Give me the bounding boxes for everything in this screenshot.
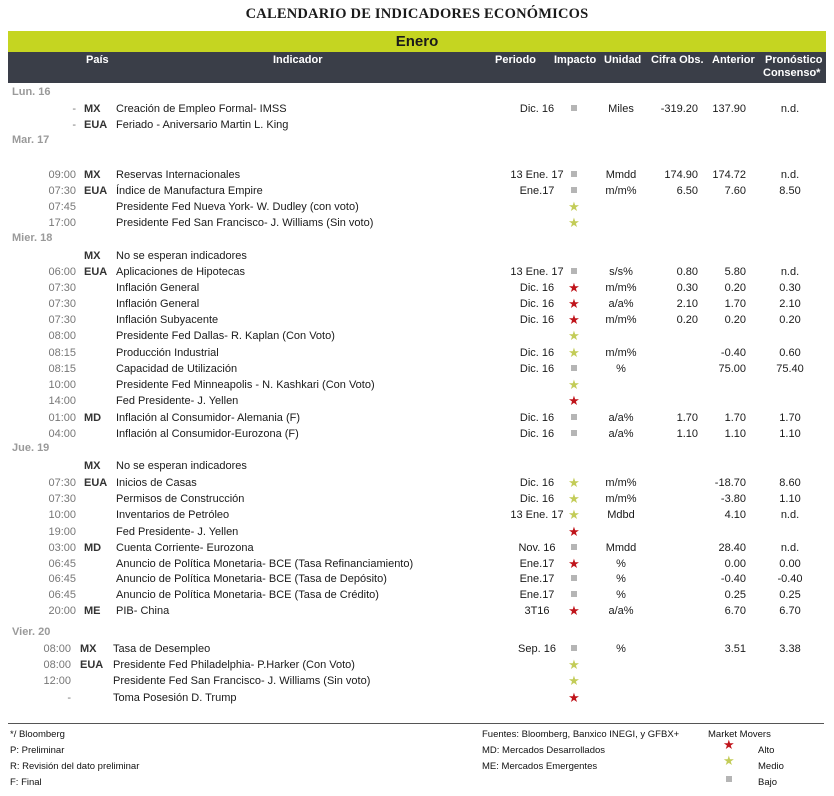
row-forecast: n.d.	[780, 542, 800, 554]
row-forecast: n.d.	[780, 509, 800, 521]
row-country: MX	[80, 643, 97, 655]
row-time: 06:45	[48, 558, 76, 570]
row-forecast: 8.60	[779, 477, 801, 489]
footnote-md: MD: Mercados Desarrollados	[482, 745, 606, 756]
row-time: 01:00	[48, 412, 76, 424]
row-period: Sep. 16	[518, 643, 556, 655]
row-forecast: 6.70	[779, 605, 801, 617]
legend-bajo: Bajo	[758, 777, 778, 788]
row-period: Ene.17	[519, 573, 555, 585]
table-row	[8, 657, 826, 673]
row-country: MX	[84, 250, 101, 262]
row-forecast: 1.10	[779, 428, 801, 440]
row-time: -	[67, 692, 71, 704]
row-forecast: 0.20	[779, 314, 801, 326]
row-previous: -18.70	[714, 477, 746, 489]
row-time: 07:30	[48, 477, 76, 489]
row-previous: 0.20	[724, 314, 746, 326]
row-indicator: Presidente Fed San Francisco- J. Williams (Sin voto)	[113, 675, 371, 687]
table-row	[8, 328, 826, 344]
gray-square-icon	[563, 571, 585, 587]
yellow-star-icon: ★	[568, 657, 580, 672]
row-indicator: Presidente Fed Philadelphia- P.Harker (Con Voto)	[113, 659, 355, 671]
yellow-star-icon: ★	[568, 345, 580, 360]
row-unit: m/m%	[605, 282, 637, 294]
row-period: 3T16	[524, 605, 550, 617]
table-row	[8, 377, 826, 393]
table-row	[8, 491, 826, 507]
yellow-star-icon: ★	[568, 673, 580, 688]
row-time: 06:00	[48, 266, 76, 278]
table-row	[8, 507, 826, 523]
yellow-star-icon: ★	[568, 475, 580, 490]
row-indicator: Inflación Subyacente	[116, 314, 219, 326]
row-observed: 0.80	[676, 266, 698, 278]
row-indicator: Aplicaciones de Hipotecas	[116, 266, 246, 278]
footnote-revision: R: Revisión del dato preliminar	[10, 761, 140, 772]
row-unit: m/m%	[605, 314, 637, 326]
row-previous: 1.70	[724, 412, 746, 424]
row-indicator: Presidente Fed Nueva York- W. Dudley (con voto)	[116, 201, 359, 213]
col-periodo: Periodo	[495, 54, 536, 66]
red-star-icon: ★	[568, 524, 580, 539]
table-row	[8, 312, 826, 328]
row-indicator: Inicios de Casas	[116, 477, 197, 489]
row-previous: 137.90	[712, 103, 746, 115]
page-title: CALENDARIO DE INDICADORES ECONÓMICOS	[245, 6, 589, 22]
row-time: 10:00	[48, 379, 76, 391]
row-country: MD	[84, 542, 102, 554]
row-indicator: Inflación al Consumidor-Eurozona (F)	[116, 428, 299, 440]
row-unit: a/a%	[608, 605, 634, 617]
row-unit: a/a%	[608, 428, 634, 440]
table-row	[8, 524, 826, 540]
row-country: EUA	[84, 119, 108, 131]
row-time: 07:30	[48, 493, 76, 505]
row-previous: 0.25	[724, 589, 746, 601]
row-observed: 0.20	[676, 314, 698, 326]
row-previous: -3.80	[720, 493, 746, 505]
row-unit: m/m%	[605, 493, 637, 505]
row-unit: Mmdd	[605, 542, 637, 554]
table-row	[8, 571, 826, 587]
table-row	[8, 556, 826, 572]
row-forecast: 0.25	[779, 589, 801, 601]
row-indicator: Índice de Manufactura Empire	[116, 185, 263, 197]
row-country: EUA	[84, 266, 108, 278]
row-indicator: No se esperan indicadores	[116, 250, 247, 262]
gray-square-icon	[563, 101, 585, 117]
row-time: 17:00	[48, 217, 76, 229]
row-time: 08:00	[48, 330, 76, 342]
row-previous: 28.40	[718, 542, 746, 554]
row-indicator: Presidente Fed San Francisco- J. Williams (Sin voto)	[116, 217, 374, 229]
row-previous: 3.51	[724, 643, 746, 655]
row-period: 13 Ene. 17	[510, 509, 564, 521]
gray-square-icon	[563, 361, 585, 377]
footnote-bloomberg: */ Bloomberg	[10, 729, 65, 740]
row-time: -	[72, 103, 76, 115]
row-indicator: Permisos de Construcción	[116, 493, 245, 505]
row-period: 13 Ene. 17	[510, 169, 564, 181]
row-country: ME	[84, 605, 101, 617]
row-time: 19:00	[48, 526, 76, 538]
row-period: Dic. 16	[519, 282, 555, 294]
row-unit: m/m%	[605, 477, 637, 489]
gray-square-icon	[563, 264, 585, 280]
row-time: 06:45	[48, 589, 76, 601]
row-unit: %	[616, 643, 626, 655]
row-period: Dic. 16	[519, 103, 555, 115]
legend-title: Market Movers	[708, 729, 771, 740]
yellow-star-icon: ★	[568, 215, 580, 230]
row-previous: 0.20	[724, 282, 746, 294]
row-period: Ene.17	[519, 185, 555, 197]
row-previous: 7.60	[724, 185, 746, 197]
row-time: 08:15	[48, 347, 76, 359]
row-country: MX	[84, 169, 101, 181]
row-time: 10:00	[48, 509, 76, 521]
row-observed: 0.30	[676, 282, 698, 294]
day-label: Mar. 17	[12, 134, 50, 146]
table-row	[8, 199, 826, 215]
row-time: 07:30	[48, 314, 76, 326]
gray-square-icon	[563, 410, 585, 426]
table-row	[8, 167, 826, 183]
row-unit: %	[616, 558, 626, 570]
row-forecast: 0.30	[779, 282, 801, 294]
row-previous: 6.70	[724, 605, 746, 617]
row-unit: a/a%	[608, 412, 634, 424]
table-row	[8, 410, 826, 426]
row-forecast: n.d.	[780, 103, 800, 115]
row-period: Nov. 16	[518, 542, 556, 554]
row-period: Ene.17	[519, 558, 555, 570]
row-indicator: Toma Posesión D. Trump	[113, 692, 237, 704]
row-period: 13 Ene. 17	[510, 266, 564, 278]
row-observed: 1.70	[676, 412, 698, 424]
table-row	[8, 248, 826, 264]
row-period: Dic. 16	[519, 298, 555, 310]
col-impacto: Impacto	[554, 54, 597, 66]
row-time: 08:15	[48, 363, 76, 375]
row-time: 07:30	[48, 298, 76, 310]
yellow-star-icon: ★	[723, 753, 735, 768]
row-country: MX	[84, 103, 101, 115]
red-star-icon: ★	[568, 556, 580, 571]
row-previous: 4.10	[724, 509, 746, 521]
table-row	[8, 690, 826, 706]
gray-square-icon	[563, 167, 585, 183]
red-star-icon: ★	[568, 280, 580, 295]
row-indicator: Anuncio de Política Monetaria- BCE (Tasa de Crédito)	[116, 589, 379, 601]
table-row	[8, 215, 826, 231]
table-header	[8, 52, 826, 83]
row-previous: -0.40	[720, 347, 746, 359]
gray-square-icon	[563, 540, 585, 556]
row-period: Dic. 16	[519, 363, 555, 375]
row-period: Dic. 16	[519, 347, 555, 359]
table-row	[8, 280, 826, 296]
row-forecast: 3.38	[779, 643, 801, 655]
row-indicator: Inflación al Consumidor- Alemania (F)	[116, 412, 301, 424]
col-pais: País	[86, 54, 109, 66]
row-indicator: Capacidad de Utilización	[116, 363, 238, 375]
row-forecast: 1.10	[779, 493, 801, 505]
col-cifra-obs: Cifra Obs.	[651, 54, 704, 66]
row-forecast: 2.10	[779, 298, 801, 310]
row-time: -	[72, 119, 76, 131]
row-indicator: Fed Presidente- J. Yellen	[116, 395, 239, 407]
row-period: Dic. 16	[519, 428, 555, 440]
row-unit: Mmdd	[605, 169, 637, 181]
row-time: 14:00	[48, 395, 76, 407]
table-row	[8, 361, 826, 377]
footnote-final: F: Final	[10, 777, 42, 788]
row-forecast: 1.70	[779, 412, 801, 424]
row-indicator: Reservas Internacionales	[116, 169, 241, 181]
row-period: Dic. 16	[519, 314, 555, 326]
row-unit: Miles	[608, 103, 634, 115]
row-forecast: 0.00	[779, 558, 801, 570]
row-observed: 6.50	[676, 185, 698, 197]
row-indicator: Anuncio de Política Monetaria- BCE (Tasa de Depósito)	[116, 573, 387, 585]
row-previous: 0.00	[724, 558, 746, 570]
row-country: EUA	[80, 659, 104, 671]
row-indicator: Tasa de Desempleo	[113, 643, 211, 655]
legend-alto: Alto	[758, 745, 775, 756]
table-row	[8, 183, 826, 199]
day-label: Vier. 20	[12, 626, 51, 638]
row-forecast: n.d.	[780, 266, 800, 278]
col-consenso: Consenso*	[763, 67, 821, 79]
day-label: Jue. 19	[12, 442, 50, 454]
row-time: 08:00	[43, 643, 71, 655]
row-period: Dic. 16	[519, 477, 555, 489]
row-period: Dic. 16	[519, 412, 555, 424]
row-previous: 1.10	[724, 428, 746, 440]
row-country: EUA	[84, 477, 108, 489]
table-row	[8, 458, 826, 474]
row-forecast: n.d.	[780, 169, 800, 181]
row-time: 04:00	[48, 428, 76, 440]
yellow-star-icon: ★	[568, 199, 580, 214]
col-unidad: Unidad	[604, 54, 642, 66]
table-row	[8, 426, 826, 442]
footnote-fuentes: Fuentes: Bloomberg, Banxico INEGI, y GFBX+	[482, 729, 680, 740]
row-observed: 174.90	[664, 169, 698, 181]
footer-divider	[8, 723, 824, 724]
row-indicator: Creación de Empleo Formal- IMSS	[116, 103, 287, 115]
row-observed: 1.10	[676, 428, 698, 440]
col-pronostico: Pronóstico	[765, 54, 823, 66]
row-indicator: No se esperan indicadores	[116, 460, 247, 472]
gray-square-icon	[726, 774, 732, 786]
row-previous: 75.00	[718, 363, 746, 375]
gray-square-icon	[563, 183, 585, 199]
col-anterior: Anterior	[712, 54, 755, 66]
table-row	[8, 393, 826, 409]
row-indicator: Cuenta Corriente- Eurozona	[116, 542, 254, 554]
row-indicator: Fed Presidente- J. Yellen	[116, 526, 239, 538]
row-unit: %	[616, 573, 626, 585]
row-time: 07:30	[48, 282, 76, 294]
row-indicator: Inflación General	[116, 298, 200, 310]
row-forecast: 8.50	[779, 185, 801, 197]
row-period: Dic. 16	[519, 493, 555, 505]
row-observed: -319.20	[660, 103, 698, 115]
row-unit: a/a%	[608, 298, 634, 310]
table-row	[8, 641, 826, 657]
table-row	[8, 603, 826, 619]
table-row	[8, 475, 826, 491]
yellow-star-icon: ★	[568, 377, 580, 392]
row-indicator: PIB- China	[116, 605, 170, 617]
row-unit: Mdbd	[607, 509, 635, 521]
gray-square-icon	[563, 587, 585, 603]
row-previous: 5.80	[724, 266, 746, 278]
row-indicator: Feriado - Aniversario Martin L. King	[116, 119, 289, 131]
row-previous: 174.72	[712, 169, 746, 181]
table-row	[8, 673, 826, 689]
row-forecast: 0.60	[779, 347, 801, 359]
row-observed: 2.10	[676, 298, 698, 310]
row-time: 08:00	[43, 659, 71, 671]
legend-medio: Medio	[758, 761, 784, 772]
row-time: 09:00	[48, 169, 76, 181]
red-star-icon: ★	[568, 393, 580, 408]
row-time: 20:00	[48, 605, 76, 617]
table-row	[8, 117, 826, 133]
month-banner: Enero	[8, 31, 826, 52]
row-forecast: -0.40	[777, 573, 803, 585]
row-period: Ene.17	[519, 589, 555, 601]
table-row	[8, 264, 826, 280]
gray-square-icon	[563, 641, 585, 657]
day-label: Mier. 18	[12, 232, 53, 244]
red-star-icon: ★	[568, 296, 580, 311]
row-unit: %	[616, 363, 626, 375]
row-country: EUA	[84, 185, 108, 197]
row-country: MX	[84, 460, 101, 472]
red-star-icon: ★	[568, 603, 580, 618]
row-unit: %	[616, 589, 626, 601]
row-indicator: Inventarios de Petróleo	[116, 509, 230, 521]
row-time: 12:00	[43, 675, 71, 687]
table-row	[8, 101, 826, 117]
yellow-star-icon: ★	[568, 491, 580, 506]
row-indicator: Producción Industrial	[116, 347, 219, 359]
footnote-me: ME: Mercados Emergentes	[482, 761, 598, 772]
yellow-star-icon: ★	[568, 507, 580, 522]
row-time: 07:30	[48, 185, 76, 197]
row-indicator: Inflación General	[116, 282, 200, 294]
row-previous: -0.40	[720, 573, 746, 585]
row-unit: m/m%	[605, 185, 637, 197]
row-unit: s/s%	[609, 266, 633, 278]
col-indicador: Indicador	[273, 54, 323, 66]
table-row	[8, 540, 826, 556]
row-indicator: Anuncio de Política Monetaria- BCE (Tasa Refinanciamiento)	[116, 558, 414, 570]
row-indicator: Presidente Fed Dallas- R. Kaplan (Con Voto)	[116, 330, 335, 342]
red-star-icon: ★	[568, 690, 580, 705]
row-unit: m/m%	[605, 347, 637, 359]
row-time: 07:45	[48, 201, 76, 213]
red-star-icon: ★	[723, 737, 735, 752]
table-row	[8, 296, 826, 312]
row-country: MD	[84, 412, 102, 424]
table-row	[8, 587, 826, 603]
gray-square-icon	[563, 426, 585, 442]
row-time: 06:45	[48, 573, 76, 585]
row-previous: 1.70	[724, 298, 746, 310]
red-star-icon: ★	[568, 312, 580, 327]
footnote-preliminar: P: Preliminar	[10, 745, 65, 756]
table-row	[8, 345, 826, 361]
day-label: Lun. 16	[12, 86, 51, 98]
row-time: 03:00	[48, 542, 76, 554]
row-forecast: 75.40	[776, 363, 804, 375]
row-indicator: Presidente Fed Minneapolis - N. Kashkari (Con Voto)	[116, 379, 375, 391]
yellow-star-icon: ★	[568, 328, 580, 343]
